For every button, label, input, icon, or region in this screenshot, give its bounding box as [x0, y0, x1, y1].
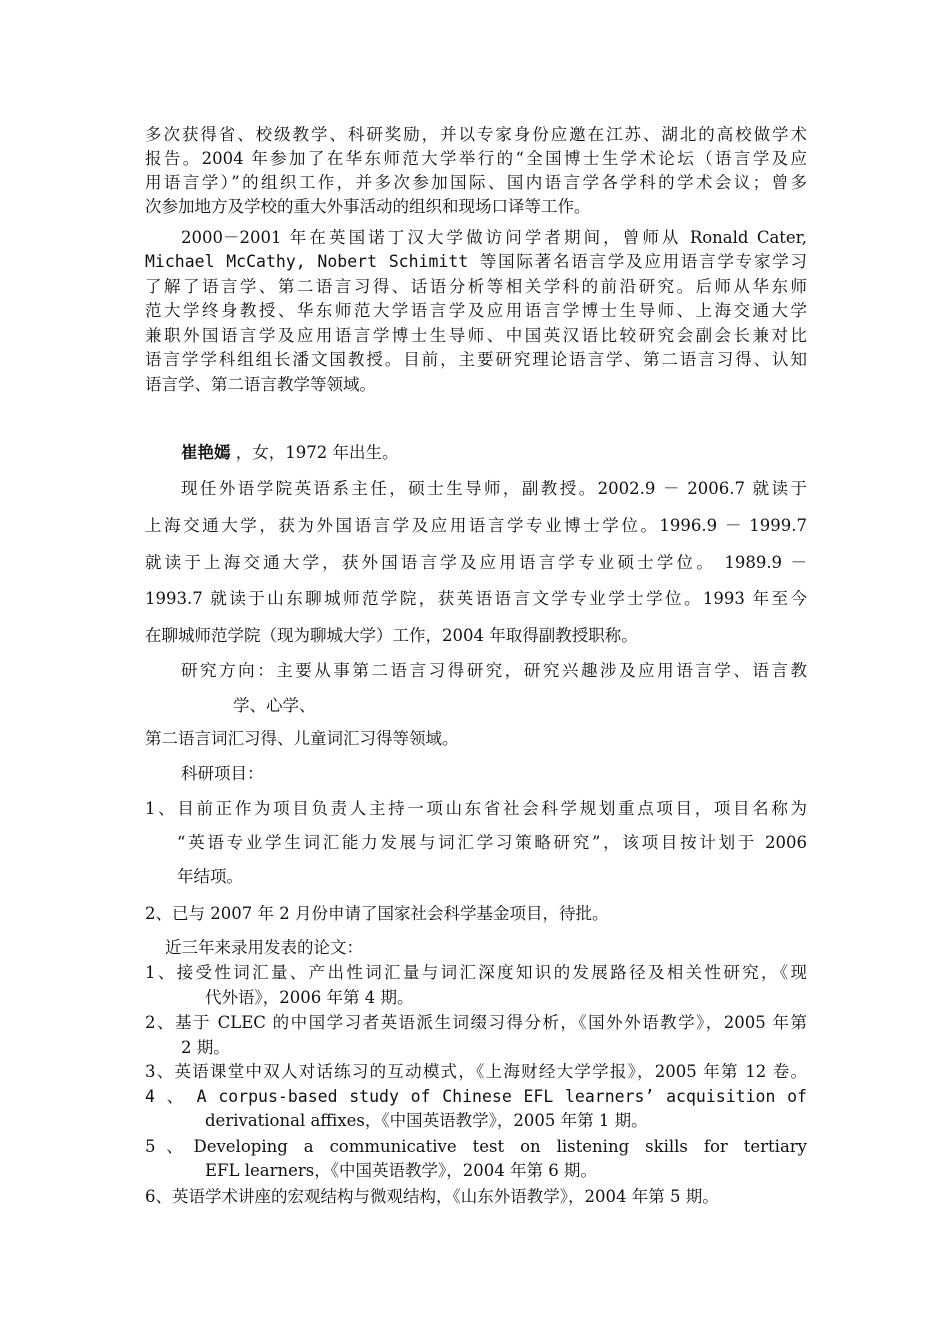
person-heading — [181, 433, 843, 473]
publication-line: 5、Developing a communicative test on listening skills for tertiary — [145, 1137, 807, 1156]
projects-title: 科研项目： — [181, 764, 264, 783]
publication-line: 代外语》，2006 年第 4 期。 — [205, 988, 414, 1007]
person-info: ，女，1972 年出生。 — [230, 443, 399, 462]
publication-line: EFL learners，《中国英语教学》，2004 年第 6 期。 — [205, 1161, 597, 1180]
bio-line: 上海交通大学，获为外国语言学及应用语言学专业博士学位。1996.9 － 1999.7 — [145, 516, 807, 535]
paragraph-line: 范大学终身教授、华东师范大学语言学及应用语言学博士生导师、上海交通大学 — [145, 301, 807, 320]
paragraph-line: 了解了语言学、第二语言习得、话语分析等相关学科的前沿研究。后师从华东师 — [145, 277, 807, 296]
publication-line: 4 、 A corpus-based study of Chinese EFL learners’ acquisition of — [145, 1087, 807, 1106]
research-line: 学、心学、 — [233, 696, 316, 715]
publication-line: 2、基于 CLEC 的中国学习者英语派生词缀习得分析，《国外外语教学》，2005 年第 — [145, 1013, 807, 1032]
paragraph-line: 语言学、第二语言教学等领域。 — [145, 375, 376, 394]
bio-line: 1993.7 就读于山东聊城师范学院，获英语语言文学专业学士学位。1993 年至今 — [145, 589, 807, 608]
publication-line: derivational affixes，《中国英语教学》，2005 年第 1 期。 — [205, 1111, 648, 1130]
paragraph-line: 用语言学）”的组织工作，并多次参加国际、国内语言学各学科的学术会议；曾多 — [145, 173, 807, 192]
paragraph-line: 兼职外国语言学及应用语言学博士生导师、中国英汉语比较研究会副会长兼对比 — [145, 326, 807, 345]
project-line: 1、目前正作为项目负责人主持一项山东省社会科学规划重点项目，项目名称为 — [145, 799, 807, 818]
project-line: “英语专业学生词汇能力发展与词汇学习策略研究”，该项目按计划于 2006 — [177, 833, 807, 852]
publication-line: 6、英语学术讲座的宏观结构与微观结构，《山东外语教学》，2004 年第 5 期。 — [145, 1187, 719, 1206]
paragraph-line: 多次获得省、校级教学、科研奖励，并以专家身份应邀在江苏、湖北的高校做学术 — [145, 125, 807, 144]
person-name: 崔艳嫣 — [181, 443, 231, 462]
paragraph-line: 语言学学科组组长潘文国教授。目前，主要研究理论语言学、第二语言习得、认知 — [145, 350, 807, 369]
publications-title: 近三年来录用发表的论文： — [165, 938, 363, 957]
paragraph-line: Michael McCathy, Nobert Schimitt 等国际著名语言学及应用语言学专家学习 — [145, 252, 807, 271]
bio-line: 在聊城师范学院（现为聊城大学）工作，2004 年取得副教授职称。 — [145, 626, 638, 645]
bio-line: 现任外语学院英语系主任，硕士生导师，副教授。2002.9 － 2006.7 就读于 — [181, 479, 807, 498]
publication-line: 1、接受性词汇量、产出性词汇量与词汇深度知识的发展路径及相关性研究，《现 — [145, 963, 807, 982]
paragraph-line: 报告。2004 年参加了在华东师范大学举行的“全国博士生学术论坛（语言学及应 — [145, 149, 807, 168]
project-line: 2、已与 2007 年 2 月份申请了国家社会科学基金项目，待批。 — [145, 904, 609, 923]
paragraph-line: 次参加地方及学校的重大外事活动的组织和现场口译等工作。 — [145, 197, 591, 216]
publication-line: 3、英语课堂中双人对话练习的互动模式，《上海财经大学学报》，2005 年第 12 卷。 — [145, 1062, 807, 1081]
paragraph-line: 2000－2001 年在英国诺丁汉大学做访问学者期间，曾师从 Ronald Cater, — [181, 228, 807, 247]
project-line: 年结项。 — [177, 867, 243, 886]
publication-line: 2 期。 — [181, 1038, 230, 1057]
bio-line: 就读于上海交通大学，获外国语言学及应用语言学专业硕士学位。 1989.9 － — [145, 553, 807, 572]
research-line: 研究方向：主要从事第二语言习得研究，研究兴趣涉及应用语言学、语言教 — [181, 661, 807, 680]
research-line: 第二语言词汇习得、儿童词汇习得等领域。 — [145, 729, 459, 748]
